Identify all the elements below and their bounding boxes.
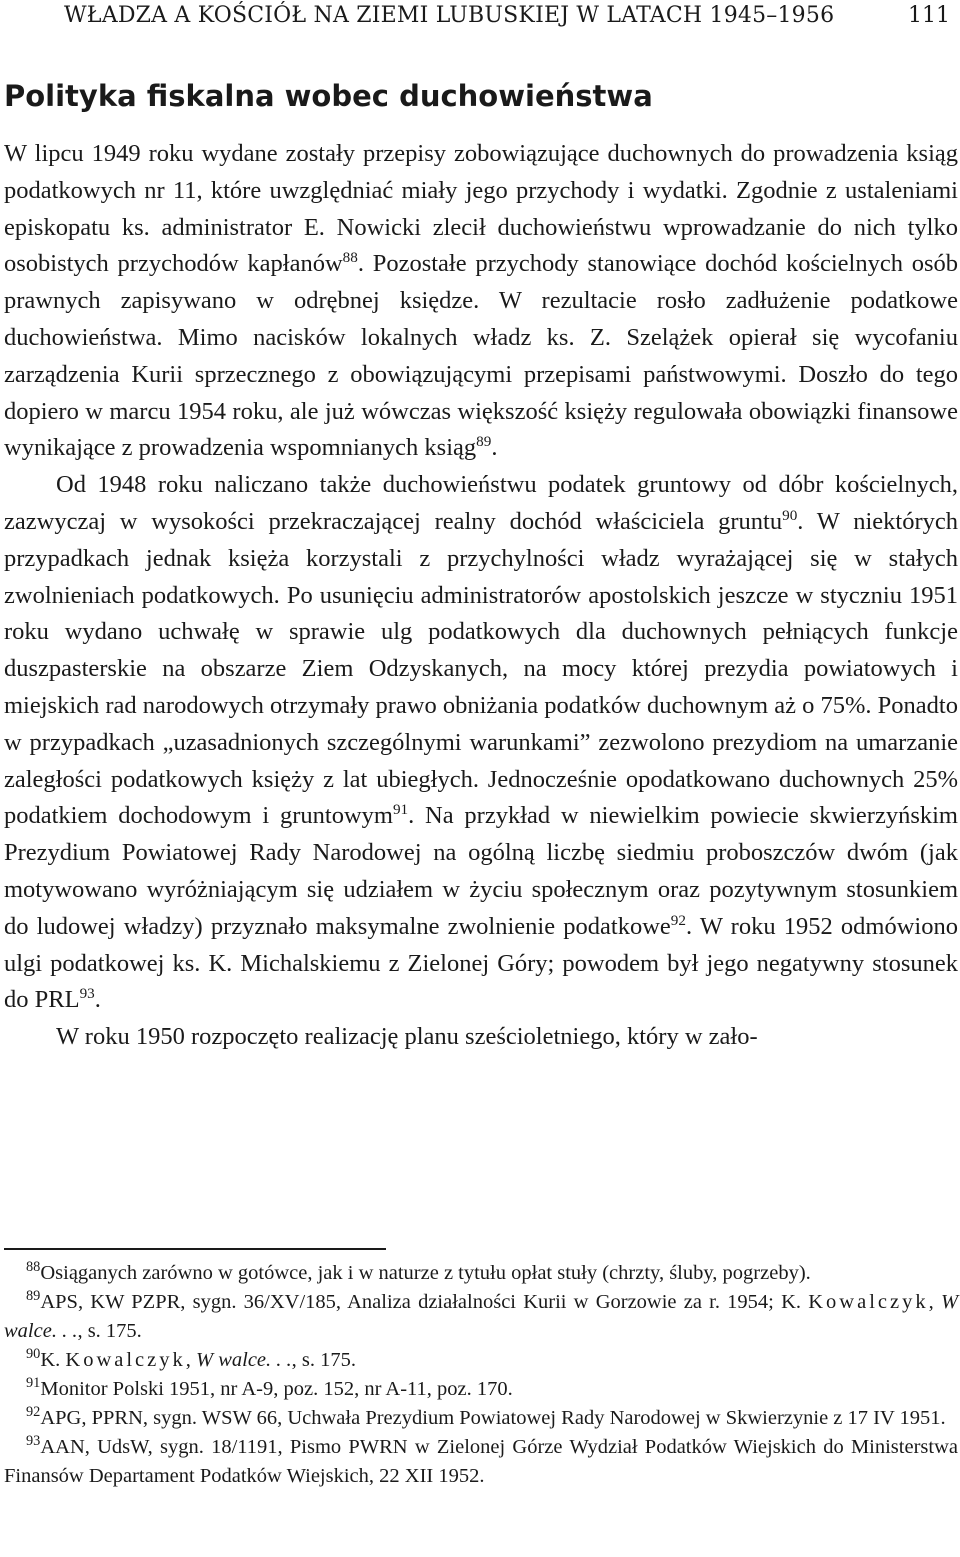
footnote-reference: 91 — [392, 801, 409, 819]
text-run: . W niektórych przypadkach jednak księża korzystali z przychylności władz wyrażającej się w stałych zwolnieniach podatkowych. Po usunięciu administratorów apostolskich jeszcze w styczniu 1951 roku wydano uchwałę w sprawie ulg podatkowych dla duchownych pełniących funkcje duszpasterskie na obszarze Ziem Odzyskanych, na mocy której prezydia powiatowych i miejskich rad narodowych otrzymały prawo obniżania podatków duchownym aż o 75%. Ponadto w przypadkach „uzasadnionych szczególnymi warunkami” zezwolono prezydiom na umarzanie zaległości podatkowych księży z lat ubiegłych. Jednocześnie opodatkowano duchownych 25% podatkiem dochodowym i gruntowym — [4, 507, 958, 830]
work-title: W walce. . . — [4, 1291, 959, 1342]
paragraph — [4, 1019, 958, 1056]
paragraph — [4, 467, 958, 1019]
footnotes — [4, 1259, 958, 1491]
text-run: . — [94, 986, 101, 1014]
footnote — [4, 1404, 958, 1433]
page-number: 111 — [908, 3, 950, 28]
text-run: Osiąganych zarówno w gotówce, jak i w naturze z tytułu opłat stuły (chrzty, śluby, pogrzeby). — [40, 1262, 811, 1284]
footnote — [4, 1288, 958, 1346]
text-run: . Pozostałe przychody stanowiące dochód kościelnych osób prawnych zapisywano w odrębnej księdze. W rezultacie rosło zadłużenie podatkowe duchowieństwa. Mimo nacisków lokalnych władz ks. Z. Szelążek opierał się wycofaniu zarządzenia Kurii sprzecznego z obowiązującymi przepisami państwowymi. Doszło do tego dopiero w marcu 1954 roku, ale już wówczas większość księży regulowała obowiązki finansowe wynikające z prowadzenia wspomnianych ksiąg — [4, 250, 959, 462]
footnote-reference: 93 — [79, 985, 95, 1003]
footnote-number: 88 — [26, 1259, 41, 1276]
footnote-reference: 88 — [342, 249, 358, 267]
text-run: . — [491, 434, 498, 462]
author-surname: Kowalczyk — [808, 1291, 929, 1313]
footnote-number: 91 — [26, 1375, 41, 1392]
footnote — [4, 1375, 958, 1404]
text-run: , s. 175. — [77, 1320, 142, 1342]
paragraph — [4, 136, 958, 467]
text-run: Monitor Polski 1951, nr A-9, poz. 152, nr A-11, poz. 170. — [40, 1378, 513, 1400]
footnote — [4, 1259, 958, 1288]
text-run: , s. 175. — [291, 1349, 357, 1371]
footnote-number: 89 — [26, 1288, 41, 1305]
text-run: K. — [40, 1349, 66, 1371]
text-run: W lipcu 1949 roku wydane zostały przepisy zobowiązujące duchownych do prowadzenia ksiąg podatkowych nr 11, które uwzględniać miały jego przychody i wydatki. Zgodnie z ustaleniami episkopatu ks. administrator E. Nowicki zlecił duchowieństwu wprowadzanie do nich tylko osobistych przychodów kapłanów — [4, 140, 958, 278]
footnote-divider — [4, 1248, 386, 1250]
running-title: WŁADZA A KOŚCIÓŁ NA ZIEMI LUBUSKIEJ W LATACH 1945–1956 — [64, 3, 835, 28]
text-run: , — [185, 1349, 197, 1371]
footnote-reference: 90 — [782, 506, 798, 524]
footnote-number: 92 — [26, 1404, 41, 1421]
text-run: APG, PPRN, sygn. WSW 66, Uchwała Prezydium Powiatowej Rady Narodowej w Skwierzynie z 17 IV 1951. — [40, 1407, 946, 1429]
footnote-reference: 92 — [670, 911, 686, 929]
author-surname: Kowalczyk — [65, 1349, 186, 1371]
footnote-number: 93 — [26, 1433, 41, 1450]
section-title: Polityka fiskalna wobec duchowieństwa — [4, 79, 653, 113]
work-title: W walce. . . — [196, 1349, 292, 1371]
footnote-number: 90 — [26, 1346, 41, 1363]
text-run: W roku 1950 rozpoczęto realizację planu sześcioletniego, który w zało- — [56, 1023, 758, 1051]
page-header — [0, 2, 960, 34]
footnote — [4, 1346, 958, 1375]
footnote — [4, 1433, 958, 1491]
text-run: . W roku 1952 odmówiono ulgi podatkowej ks. K. Michalskiemu z Zielonej Góry; powodem był jego negatywny stosunek do PRL — [4, 912, 958, 1014]
text-run: AAN, UdsW, sygn. 18/1191, Pismo PWRN w Zielonej Górze Wydział Podatków Wiejskich do Ministerstwa Finansów Departament Podatków Wiejskich, 22 XII 1952. — [4, 1436, 958, 1487]
text-run: APS, KW PZPR, sygn. 36/XV/185, Analiza działalności Kurii w Gorzowie za r. 1954; K. — [40, 1291, 809, 1313]
text-run: , — [928, 1291, 941, 1313]
footnote-reference: 89 — [476, 433, 492, 451]
body-text — [4, 136, 958, 1056]
text-run: . Na przykład w niewielkim powiecie skwierzyńskim Prezydium Powiatowej Rady Narodowej na ogólną liczbę siedmiu proboszczów dwóm (jak motywowano wyróżniającym się udziałem w życiu społecznym oraz pozytywnym stosunkiem do ludowej władzy) przyznało maksymalne zwolnienie podatkowe — [4, 802, 958, 940]
text-run: Od 1948 roku naliczano także duchowieństwu podatek gruntowy od dóbr kościelnych, zazwyczaj w wysokości przekraczającej realny dochód właściciela gruntu — [4, 471, 958, 535]
